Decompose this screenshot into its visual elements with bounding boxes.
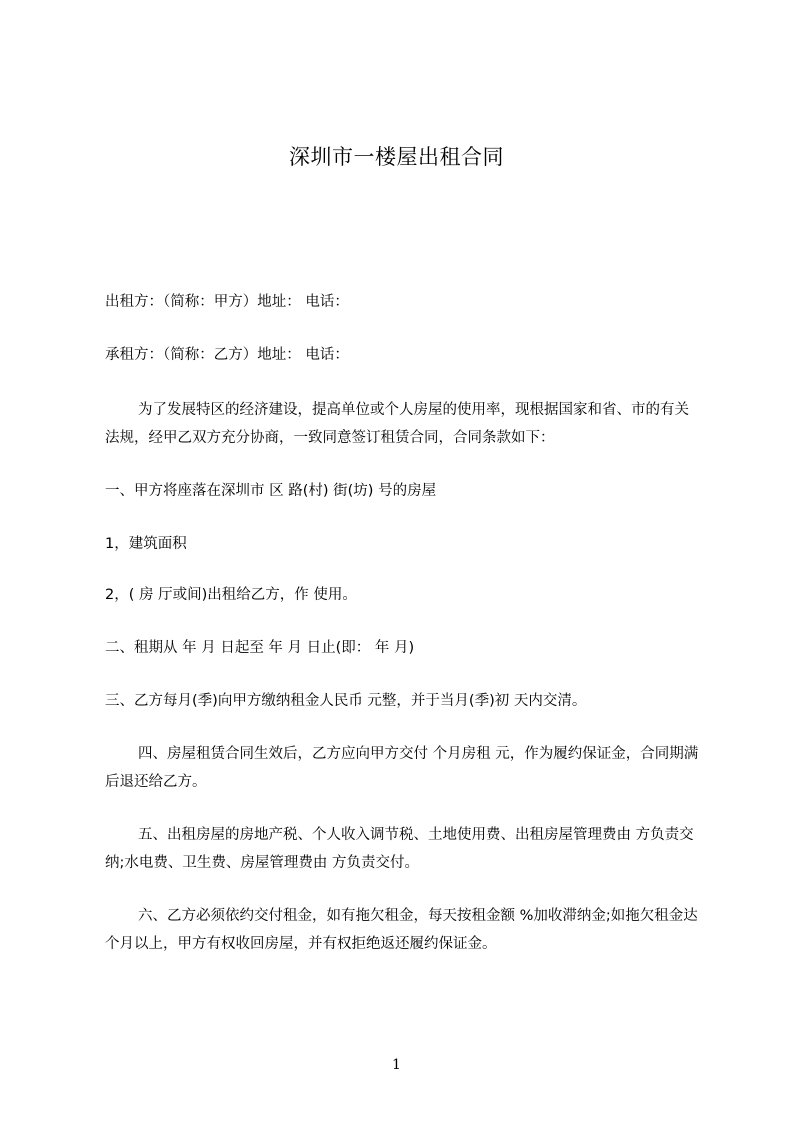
document-title: 深圳市一楼屋出租合同 <box>289 145 504 169</box>
clause-6: 六、乙方必须依约交付租金，如有拖欠租金，每天按租金额 %加收滞纳金;如拖欠租金达 个月以上，甲方有权收回房屋，并有权拒绝返还履约保证金。 <box>105 908 703 952</box>
preamble-paragraph: 为了发展特区的经济建设，提高单位或个人房屋的使用率，现根据国家和省、市的有关法规，经甲乙双方充分协商，一致同意签订租赁合同，合同条款如下： <box>105 402 689 446</box>
clause-5: 五、出租房屋的房地产税、个人收入调节税、土地使用费、出租房屋管理费由 方负责交纳;水电费、卫生费、房屋管理费由 方负责交付。 <box>105 827 694 871</box>
clause-1: 一、甲方将座落在深圳市 区 路(村) 街(坊) 号的房屋 <box>105 483 437 499</box>
clause-1-item-1: 1，建筑面积 <box>105 536 187 552</box>
clause-3: 三、乙方每月(季)向甲方缴纳租金人民币 元整，并于当月(季)初 天内交清。 <box>105 693 587 709</box>
clause-4: 四、房屋租赁合同生效后，乙方应向甲方交付 个月房租 元，作为履约保证金，合同期满后退还给乙方。 <box>105 746 699 790</box>
clause-1-item-2: 2，( 房 厅或间)出租给乙方，作 使用。 <box>105 587 357 603</box>
lessor-line: 出租方：（简称：甲方）地址： 电话： <box>105 294 349 310</box>
page-number: 1 <box>392 1057 401 1073</box>
clause-2: 二、租期从 年 月 日起至 年 月 日止(即： 年 月) <box>105 640 415 656</box>
lessee-line: 承租方：（简称：乙方）地址： 电话： <box>105 347 349 363</box>
